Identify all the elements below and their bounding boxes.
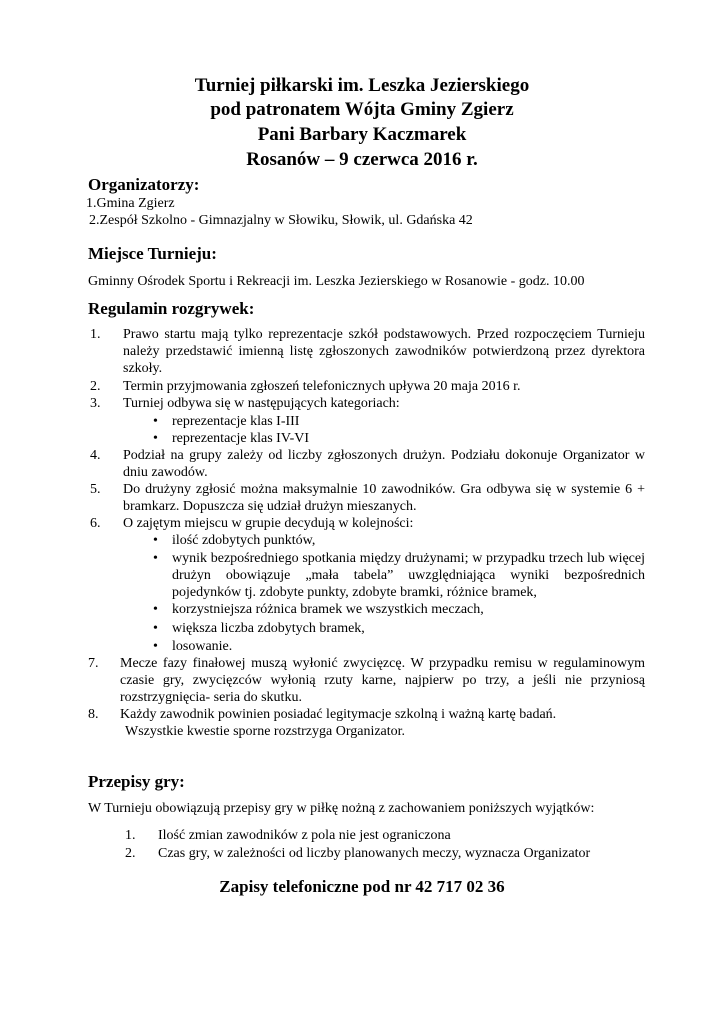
rule-number: 3. <box>90 396 101 411</box>
rule-number: 7. <box>88 656 99 671</box>
title-line-4: Rosanów – 9 czerwca 2016 r. <box>246 149 478 170</box>
rule-bullet: • ilość zdobytych punktów, <box>172 532 315 549</box>
venue-text: Gminny Ośrodek Sportu i Rekreacji im. Leszka Jezierskiego w Rosanowie - godz. 10.00 <box>88 274 585 289</box>
rule-number: 1. <box>90 327 101 342</box>
game-rules-intro: W Turnieju obowiązują przepisy gry w piłkę nożną z zachowaniem poniższych wyjątków: <box>88 801 595 816</box>
rule-extra-text: Wszystkie kwestie sporne rozstrzyga Organizator. <box>125 724 406 739</box>
rule-number: 6. <box>90 516 101 531</box>
organizer-item: 2.Zespół Szkolno - Gimnazjalny w Słowiku, Słowik, ul. Gdańska 42 <box>89 213 473 228</box>
rule-text: Turniej odbywa się w następujących kategoriach: <box>123 396 400 411</box>
rule-bullet: • korzystniejsza różnica bramek we wszystkich meczach, <box>172 601 484 618</box>
title-line-2: pod patronatem Wójta Gminy Zgierz <box>210 99 514 120</box>
game-rule-text: Czas gry, w zależności od liczby planowanych meczy, wyznacza Organizator <box>158 846 591 861</box>
rule-text: O zajętym miejscu w grupie decydują w kolejności: <box>123 516 414 531</box>
rule-number: 8. <box>88 707 99 722</box>
game-rule-number: 1. <box>125 828 136 843</box>
rule-text: Prawo startu mają tylko reprezentacje szkół podstawowych. Przed rozpoczęciem Turnieju należy przedstawić imienną listę zgłoszonych zawodników potwierdzoną przez dyrektora szkoły. <box>123 327 645 377</box>
rule-text: Do drużyny zgłosić można maksymalnie 10 zawodników. Gra odbywa się w systemie 6 + bramkarz. Dopuszcza się udział drużyn mieszanych. <box>123 482 645 515</box>
rule-bullet: • wynik bezpośredniego spotkania między drużynami; w przypadku trzech lub więcej drużyn obowiązuje „mała tabela” uwzględniająca wyniki bezpośrednich pojedynków tj. zdobyte punkty, zdobyte bramki, różnice bramek, <box>172 550 645 601</box>
rule-bullet: • losowanie. <box>172 638 232 655</box>
game-rule-number: 2. <box>125 846 136 861</box>
game-rules-heading: Przepisy gry: <box>88 772 185 791</box>
rule-number: 5. <box>90 482 101 497</box>
title-line-1: Turniej piłkarski im. Leszka Jezierskiego <box>194 75 530 96</box>
registration-phone: Zapisy telefoniczne pod nr 42 717 02 36 <box>219 877 505 896</box>
rule-number: 2. <box>90 379 101 394</box>
organizers-heading: Organizatorzy: <box>88 175 200 194</box>
rule-number: 4. <box>90 448 101 463</box>
organizer-item: 1.Gmina Zgierz <box>86 196 175 211</box>
rule-text: Podział na grupy zależy od liczby zgłoszonych drużyn. Podziału dokonuje Organizator w dniu zawodów. <box>123 448 645 481</box>
game-rule-text: Ilość zmian zawodników z pola nie jest ograniczona <box>158 828 451 843</box>
rule-bullet: • reprezentacje klas I-III <box>172 413 299 430</box>
venue-heading: Miejsce Turnieju: <box>88 244 217 263</box>
rule-bullet: • większa liczba zdobytych bramek, <box>172 620 365 637</box>
rule-text: Mecze fazy finałowej muszą wyłonić zwycięzcę. W przypadku remisu w regulaminowym czasie gry, zwycięzców wyłonią rzuty karne, najpierw po trzy, a jeśli nie przyniosą rozstrzygnięcia- seria do skutku. <box>120 656 645 706</box>
rule-text: Termin przyjmowania zgłoszeń telefonicznych upływa 20 maja 2016 r. <box>123 379 521 394</box>
rules-heading: Regulamin rozgrywek: <box>88 299 255 318</box>
rule-text: Każdy zawodnik powinien posiadać legitymacje szkolną i ważną kartę badań. <box>120 707 557 722</box>
title-line-3: Pani Barbary Kaczmarek <box>257 124 467 145</box>
rule-bullet: • reprezentacje klas IV-VI <box>172 430 309 447</box>
